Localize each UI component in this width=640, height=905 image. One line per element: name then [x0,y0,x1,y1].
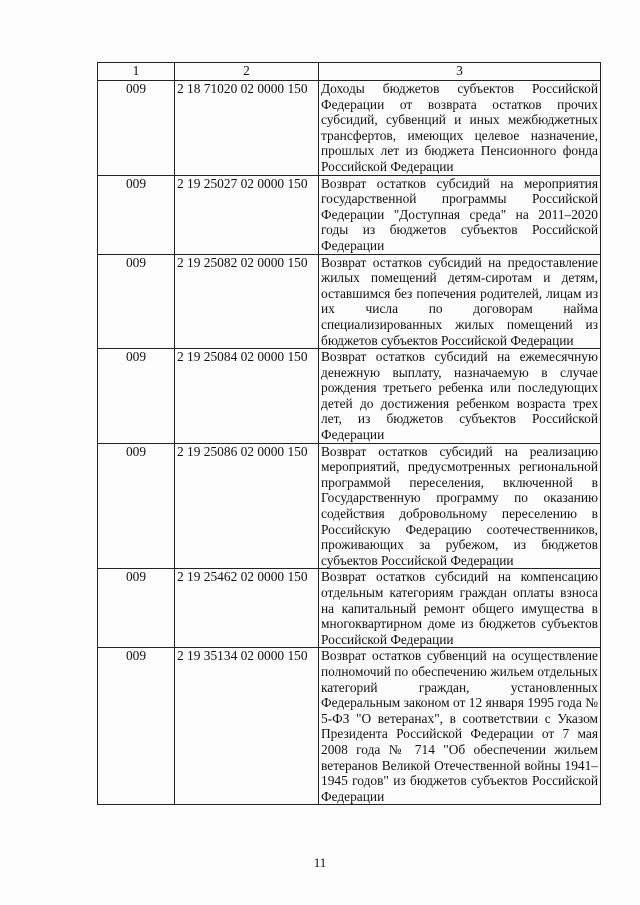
description-cell: Доходы бюджетов субъектов Российской Федерации от возврата остатков прочих субсидий, субвенций и иных межбюджетных трансфертов, имеющих целевое назначение, прошлых лет из бюджета Пенсионного фонда Российской Федерации [319,81,601,176]
admin-code-cell: 009 [98,648,175,805]
admin-code-cell: 009 [98,81,175,176]
description-cell: Возврат остатков субвенций на осуществление полномочий по обеспечению жильем отдельных категорий граждан, установленных Федеральным законом от 12 января 1995 года № 5-ФЗ "О ветеранах", в соответствии с Указом Президента Российской Федерации от 7 мая 2008 года № 714 "Об обеспечении жильем ветеранов Великой Отечественной войны 1941–1945 годов" из бюджетов субъектов Российской Федерации [319,648,601,805]
description-cell: Возврат остатков субсидий на реализацию мероприятий, предусмотренных региональной программой переселения, включенной в Государственную программу по оказанию содействия добровольному переселению в Российскую Федерацию соотечественников, проживающих за рубежом, из бюджетов субъектов Российской Федерации [319,443,601,569]
budget-codes-table [97,62,601,805]
budget-code-cell: 2 19 25082 02 0000 150 [175,254,319,349]
budget-code-cell: 2 19 25086 02 0000 150 [175,443,319,569]
description-cell: Возврат остатков субсидий на ежемесячную денежную выплату, назначаемую в случае рождения третьего ребенка или последующих детей до достижения ребенком возраста трех лет, из бюджетов субъектов Российской Федерации [319,349,601,444]
table-row [98,175,601,254]
admin-code-cell: 009 [98,349,175,444]
admin-code-cell: 009 [98,175,175,254]
budget-code-cell: 2 19 25084 02 0000 150 [175,349,319,444]
description-cell: Возврат остатков субсидий на компенсацию отдельным категориям граждан оплаты взноса на капитальный ремонт общего имущества в многоквартирном доме из бюджетов субъектов Российской Федерации [319,569,601,648]
description-cell: Возврат остатков субсидий на предоставление жилых помещений детям-сиротам и детям, оставшимся без попечения родителей, лицам из их числа по договорам найма специализированных жилых помещений из бюджетов субъектов Российской Федерации [319,254,601,349]
budget-code-cell: 2 19 35134 02 0000 150 [175,648,319,805]
table-row [98,254,601,349]
table-row [98,81,601,176]
table-row [98,569,601,648]
table-row [98,443,601,569]
description-cell: Возврат остатков субсидий на мероприятия государственной программы Российской Федерации "Доступная среда" на 2011–2020 годы из бюджетов субъектов Российской Федерации [319,175,601,254]
admin-code-cell: 009 [98,569,175,648]
table-row [98,648,601,805]
page-number: 11 [313,855,327,870]
header-col-2: 2 [175,63,319,81]
budget-code-cell: 2 19 25462 02 0000 150 [175,569,319,648]
admin-code-cell: 009 [98,443,175,569]
header-col-1: 1 [98,63,175,81]
admin-code-cell: 009 [98,254,175,349]
budget-code-cell: 2 19 25027 02 0000 150 [175,175,319,254]
table-row [98,349,601,444]
table-header-row [98,63,601,81]
budget-code-cell: 2 18 71020 02 0000 150 [175,81,319,176]
header-col-3: 3 [319,63,601,81]
